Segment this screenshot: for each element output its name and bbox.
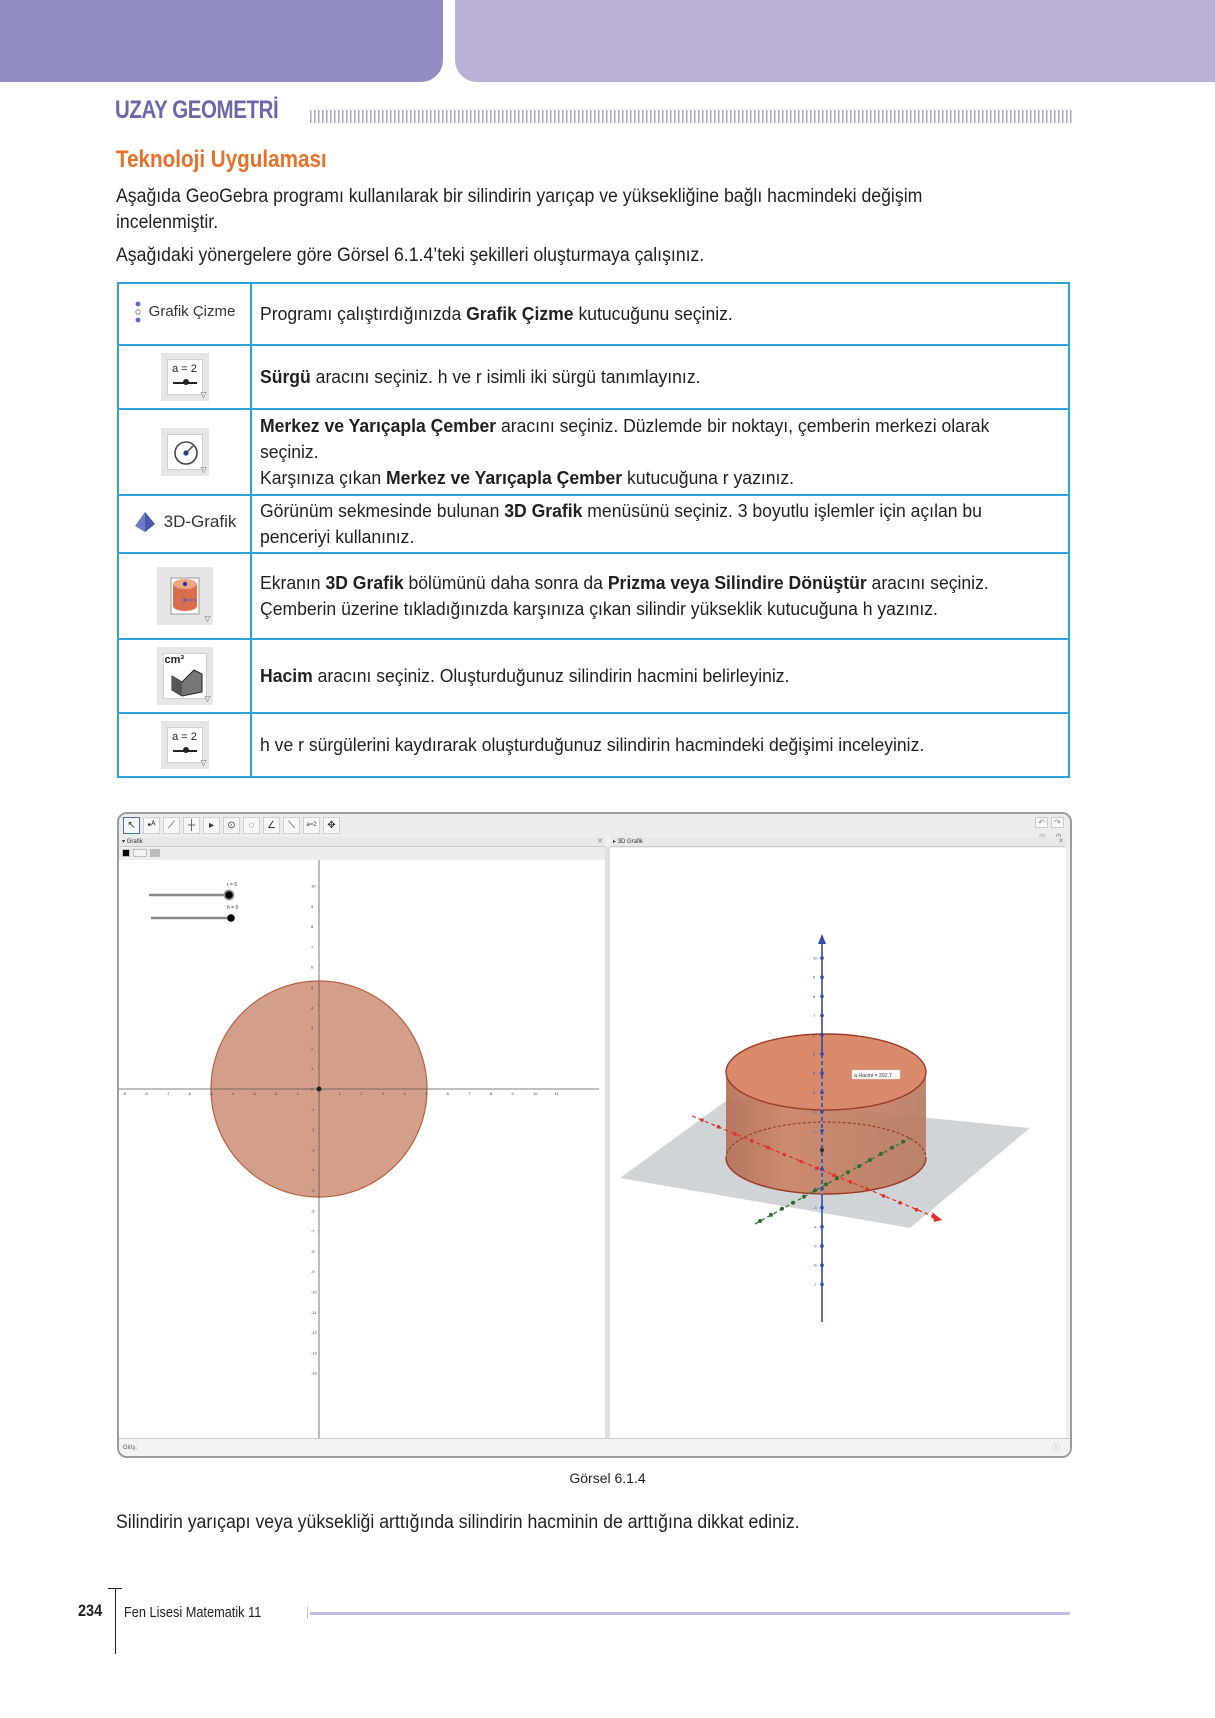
section-title: UZAY GEOMETRİ (115, 96, 279, 124)
perpendicular-tool-icon[interactable]: ┼ (183, 817, 200, 834)
step-row (118, 639, 1069, 713)
move-tool-icon[interactable]: ↖ (123, 817, 140, 834)
book-title: Fen Lisesi Matematik 11 (124, 1605, 262, 1621)
slider-tool-icon[interactable]: a=2 (303, 817, 320, 834)
slider-r-label: r = 5 (227, 882, 238, 888)
step-row (118, 553, 1069, 639)
closing-note: Silindirin yarıçapı veya yüksekliği arttığında silindirin hacminin de arttığına dikkat ediniz. (116, 1512, 800, 1533)
step-icon-cell (118, 283, 251, 345)
graphics-3d-canvas (610, 848, 1040, 1440)
svg-text:4: 4 (813, 1070, 816, 1076)
graphics-2d-canvas (119, 860, 605, 1440)
svg-text:7: 7 (311, 944, 314, 950)
intro-paragraph-2: Aşağıdaki yönergelere göre Görsel 6.1.4’teki şekilleri oluşturmaya çalışınız. (116, 245, 705, 266)
3d-pane-title: 3D Grafik (617, 839, 644, 845)
header-band-gap (443, 0, 455, 82)
svg-text:-6: -6 (311, 1208, 315, 1214)
svg-text:2: 2 (311, 1045, 314, 1051)
step-row (118, 713, 1069, 777)
angle-tool-icon[interactable]: ∠ (263, 817, 280, 834)
svg-text:-3: -3 (311, 1147, 315, 1153)
svg-text:4: 4 (403, 1091, 406, 1096)
color-swatch[interactable] (122, 849, 130, 857)
close-icon[interactable]: ✕ (597, 838, 603, 845)
step-icon-cell (118, 345, 251, 409)
step-text: Ekranın 3D Grafik bölümünü daha sonra da Prizma veya Silindire Dönüştür aracını seçiniz. Çemberin üzerine tıkladığınızda karşınıza çıkan silindir yükseklik kutucuğuna h yazınız. (251, 553, 1069, 639)
step-text: Merkez ve Yarıçapla Çember aracını seçiniz. Düzlemde bir noktayı, çemberin merkezi olarak seçiniz. Karşınıza çıkan Merkez ve Yarıçapla Çember kutucuğuna r yazınız. (251, 409, 1069, 495)
svg-text:-9: -9 (122, 1091, 127, 1096)
step-text: Sürgü aracını seçiniz. h ve r isimli iki sürgü tanımlayınız. (251, 345, 1069, 409)
svg-text:-7: -7 (311, 1228, 315, 1234)
svg-text:-6: -6 (187, 1091, 191, 1096)
svg-text:9: 9 (311, 903, 314, 909)
polygon-tool-icon[interactable]: ▸ (203, 817, 220, 834)
svg-text:-14: -14 (311, 1370, 317, 1376)
svg-text:10: 10 (813, 955, 818, 961)
svg-text:7: 7 (468, 1091, 471, 1096)
3d-grafik-icon (133, 511, 237, 533)
step-row (118, 283, 1069, 345)
svg-text:-2: -2 (813, 1185, 817, 1191)
point-tool-icon[interactable]: •ᴬ (143, 817, 160, 834)
slider-tool-icon: a = 2 ▽ (161, 353, 209, 401)
svg-text:-10: -10 (311, 1289, 317, 1295)
3d-pane-header: ▸ 3D Grafik ✕ (610, 837, 1066, 847)
graphics-2d-pane[interactable] (119, 860, 605, 1440)
undo-icon[interactable]: ↶ (1035, 817, 1048, 828)
header-band-right (455, 0, 1215, 82)
step-icon-cell (118, 495, 251, 553)
icon-label: a = 2 (172, 363, 197, 375)
svg-text:1: 1 (338, 1091, 341, 1096)
svg-text:-7: -7 (813, 1281, 817, 1287)
grafik-pane-header: ▾ Grafik ✕ (119, 837, 605, 847)
svg-text:-11: -11 (311, 1309, 317, 1315)
svg-text:-4: -4 (813, 1224, 817, 1230)
icon-label: 3D-Grafik (163, 511, 237, 531)
svg-text:0: 0 (311, 1086, 314, 1092)
svg-text:-13: -13 (311, 1350, 317, 1356)
graphics-3d-pane[interactable] (610, 848, 1066, 1440)
svg-text:-4: -4 (230, 1091, 235, 1096)
step-icon-cell (118, 553, 251, 639)
svg-text:-8: -8 (311, 1248, 315, 1254)
step-text: h ve r sürgülerini kaydırarak oluşturduğunuz silindirin hacmindeki değişimi inceleyiniz. (251, 713, 1069, 777)
instruction-table (117, 282, 1070, 778)
footer-rule (310, 1612, 1070, 1615)
svg-text:3: 3 (381, 1091, 385, 1096)
svg-text:3: 3 (813, 1089, 816, 1095)
redo-icon[interactable]: ↷ (1051, 817, 1064, 828)
step-icon-cell (118, 713, 251, 777)
intro-paragraph-1: Aşağıda GeoGebra programı kullanılarak bir silindirin yarıçap ve yüksekliğine bağlı hacmindeki değişim incelenmiştir. (116, 186, 923, 233)
svg-text:10: 10 (311, 883, 316, 889)
line-tool-icon[interactable]: ⟋ (163, 817, 180, 834)
icon-label: Grafik Çizme (148, 303, 236, 320)
help-icon[interactable]: ⓘ (1052, 1443, 1060, 1452)
slider-h-label: h = 5 (227, 905, 239, 911)
style-bar (119, 848, 605, 859)
svg-text:-6: -6 (813, 1262, 817, 1268)
step-row (118, 409, 1069, 495)
svg-text:10: 10 (533, 1091, 538, 1096)
input-bar[interactable] (119, 1438, 1070, 1456)
circle-center-point-tool-icon[interactable]: ⊙ (223, 817, 240, 834)
svg-text:8: 8 (311, 924, 314, 930)
svg-text:1: 1 (813, 1128, 816, 1134)
svg-text:11: 11 (554, 1091, 559, 1096)
extrude-to-cylinder-tool-icon: ▽ (157, 567, 213, 625)
circle-three-points-tool-icon[interactable]: ◌ (243, 817, 260, 834)
svg-text:5: 5 (425, 1091, 428, 1096)
svg-text:-1: -1 (813, 1166, 817, 1172)
style-toggle[interactable] (150, 849, 160, 857)
svg-text:6: 6 (446, 1091, 449, 1096)
svg-text:2: 2 (360, 1091, 363, 1096)
geogebra-toolbar (119, 814, 1070, 836)
svg-text:-9: -9 (311, 1269, 315, 1275)
svg-text:-3: -3 (813, 1205, 817, 1211)
svg-text:-4: -4 (311, 1167, 315, 1173)
svg-text:-5: -5 (311, 1188, 315, 1193)
svg-text:6: 6 (311, 964, 314, 970)
header-band-left (0, 0, 443, 82)
svg-text:-2: -2 (273, 1091, 278, 1096)
svg-text:8: 8 (489, 1091, 493, 1096)
icon-label: a = 2 (172, 731, 197, 743)
step-text: Hacim aracını seçiniz. Oluşturduğunuz silindirin hacmini belirleyiniz. (251, 639, 1069, 713)
svg-text:5: 5 (311, 985, 314, 990)
step-text: Programı çalıştırdığınızda Grafik Çizme kutucuğunu seçiniz. (251, 283, 1069, 345)
section-title-dash (310, 110, 1072, 123)
icon-label: cm³ (164, 654, 185, 666)
footer-rule-cap (307, 1607, 308, 1619)
svg-text:-5: -5 (813, 1243, 817, 1249)
step-icon-cell (118, 639, 251, 713)
grafik-pane-title: Grafik (126, 839, 143, 845)
volume-label: a Hacmi = 392.7 (854, 1073, 892, 1079)
svg-text:-7: -7 (165, 1091, 170, 1096)
grafik-cizme-icon (134, 301, 236, 323)
svg-text:5: 5 (813, 1051, 816, 1057)
reflect-tool-icon[interactable]: ⟍ (283, 817, 300, 834)
step-text: Görünüm sekmesinde bulunan 3D Grafik menüsünü seçiniz. 3 boyutlu işlemler için açılan bu penceriyi kullanınız. (251, 495, 1069, 553)
slider-tool-icon: a = 2 ▽ (161, 721, 209, 769)
svg-text:-1: -1 (295, 1091, 299, 1096)
move-graphics-tool-icon[interactable]: ✥ (323, 817, 340, 834)
figure-caption: Görsel 6.1.4 (569, 1470, 646, 1486)
svg-text:6: 6 (813, 1032, 816, 1038)
font-size-dropdown[interactable] (133, 849, 147, 857)
step-row (118, 495, 1069, 553)
svg-text:-3: -3 (252, 1091, 256, 1096)
step-icon-cell (118, 409, 251, 495)
svg-text:-1: -1 (311, 1106, 315, 1112)
geogebra-window (117, 812, 1072, 1458)
svg-text:2: 2 (813, 1109, 816, 1115)
close-icon[interactable]: ✕ (1058, 838, 1064, 845)
svg-text:-5: -5 (209, 1091, 213, 1096)
svg-text:3: 3 (311, 1025, 314, 1031)
footer-divider (115, 1588, 116, 1654)
svg-text:9: 9 (511, 1091, 514, 1096)
svg-text:8: 8 (813, 993, 816, 999)
technology-heading: Teknoloji Uygulaması (116, 146, 327, 173)
step-row (118, 345, 1069, 409)
svg-text:-8: -8 (144, 1091, 148, 1096)
svg-text:9: 9 (813, 974, 816, 980)
circle-center-radius-tool-icon: ▽ (161, 428, 209, 476)
svg-text:4: 4 (311, 1005, 314, 1011)
volume-tool-icon: cm³ ▽ (157, 647, 213, 705)
svg-text:1: 1 (311, 1066, 314, 1072)
page-number: 234 (78, 1601, 103, 1620)
input-label: Giriş: (123, 1445, 137, 1451)
svg-text:-12: -12 (311, 1330, 317, 1336)
svg-text:7: 7 (813, 1013, 816, 1019)
svg-text:-2: -2 (311, 1127, 315, 1133)
